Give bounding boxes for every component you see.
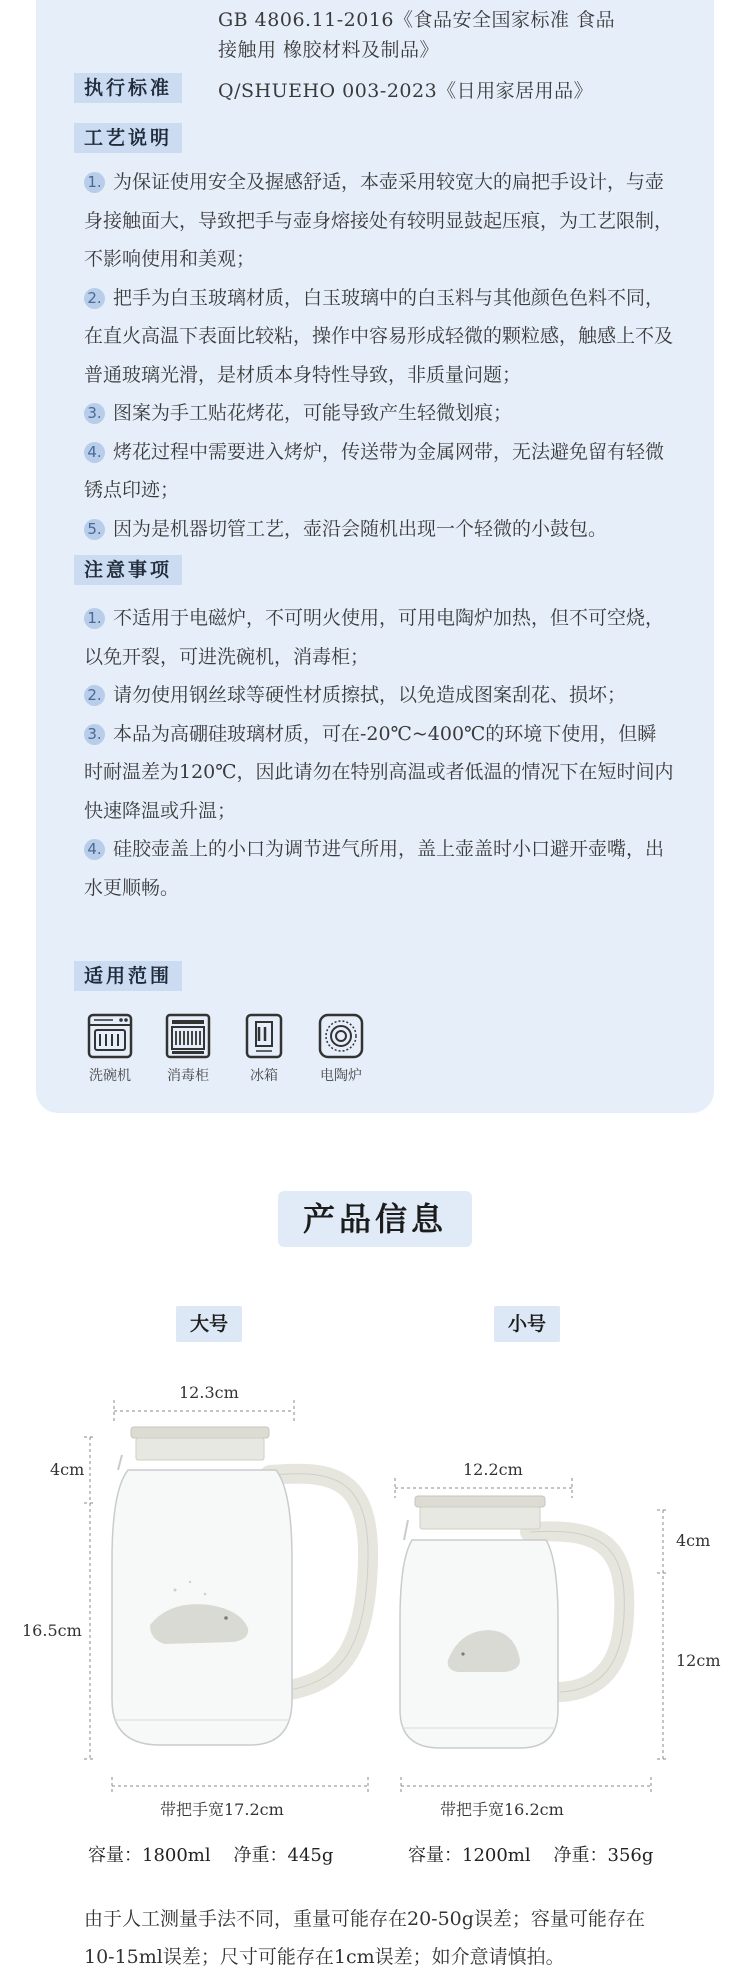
- scope-heading: 适用范围: [74, 961, 182, 991]
- small-capacity: 1200ml: [462, 1845, 531, 1866]
- craft-item-4: 4. 烤花过程中需要进入烤炉，传送带为金属网带，无法避免留有轻微锈点印迹；: [84, 440, 665, 501]
- standard-line-2: 接触用 橡胶材料及制品》: [218, 39, 440, 61]
- size-tag-large: 大号: [176, 1306, 242, 1342]
- large-weight-label: 净重：: [233, 1845, 288, 1866]
- notes-item-3: 3. 本品为高硼硅玻璃材质，可在-20℃~400℃的环境下使用，但瞬时耐温差为120℃，因此请勿在特别高温或者低温的情况下在短时间内快速降温或升温；: [84, 722, 674, 822]
- large-specs: [88, 1841, 333, 1867]
- large-capacity: 1800ml: [142, 1845, 211, 1866]
- size-tag-small: 小号: [494, 1306, 560, 1342]
- craft-item-2: 2. 把手为白玉玻璃材质，白玉玻璃中的白玉料与其他颜色色料不同，在直火高温下表面比较粘，操作中容易形成轻微的颗粒感，触感上不及普通玻璃光滑，是材质本身特性导致，非质量问题；: [84, 286, 674, 386]
- notes-item-1: 1. 不适用于电磁炉，不可明火使用，可用电陶炉加热，但不可空烧，以免开裂，可进洗碗机，消毒柜；: [84, 607, 665, 668]
- notes-item-4: 4. 硅胶壶盖上的小口为调节进气所用，盖上壶盖时小口避开壶嘴，出水更顺畅。: [84, 838, 665, 899]
- large-lid-width: 12.3cm: [179, 1383, 239, 1402]
- small-specs: [408, 1841, 653, 1867]
- small-lid-height: 4cm: [676, 1531, 711, 1550]
- large-lid-height: 4cm: [50, 1460, 85, 1479]
- notes-item-2: 2. 请勿使用钢丝球等硬性材质擦拭，以免造成图案刮花、损坏；: [84, 684, 626, 706]
- large-handle-width: 带把手宽17.2cm: [160, 1800, 284, 1819]
- small-weight-label: 净重：: [553, 1845, 608, 1866]
- scope-label-dishwasher: 洗碗机: [89, 1068, 131, 1084]
- measurement-disclaimer: 由于人工测量手法不同，重量可能存在20-50g误差；容量可能存在10-15ml误差；尺寸可能存在1cm误差；如介意请慎拍。: [84, 1908, 645, 1968]
- scope-label-ceramic-stove: 电陶炉: [320, 1068, 362, 1084]
- scope-label-sterilizer: 消毒柜: [167, 1068, 209, 1084]
- large-body-height: 16.5cm: [22, 1621, 82, 1640]
- large-capacity-label: 容量：: [88, 1845, 142, 1866]
- large-pitcher: [112, 1427, 368, 1745]
- craft-item-5: 5. 因为是机器切管工艺，壶沿会随机出现一个轻微的小鼓包。: [84, 518, 607, 540]
- large-weight: 445g: [287, 1845, 334, 1866]
- product-info-title: 产品信息: [278, 1191, 472, 1247]
- notes-heading: 注意事项: [74, 555, 182, 585]
- craft-item-1: 1. 为保证使用安全及握感舒适，本壶采用较宽大的扁把手设计，与壶身接触面大，导致把手与壶身熔接处有较明显鼓起压痕，为工艺限制，不影响使用和美观；: [84, 171, 674, 270]
- small-weight: 356g: [607, 1845, 654, 1866]
- exec-standard-value: Q/SHUEHO 003-2023《日用家居用品》: [218, 80, 594, 102]
- scope-label-fridge: 冰箱: [250, 1068, 278, 1084]
- small-pitcher: [400, 1496, 624, 1748]
- standard-line-1: GB 4806.11-2016《食品安全国家标准 食品: [218, 9, 616, 31]
- small-handle-width: 带把手宽16.2cm: [440, 1800, 564, 1819]
- small-body-height: 12cm: [676, 1651, 721, 1670]
- small-capacity-label: 容量：: [408, 1845, 462, 1866]
- craft-heading: 工艺说明: [74, 123, 182, 153]
- craft-item-3: 3. 图案为手工贴花烤花，可能导致产生轻微划痕；: [84, 402, 512, 424]
- small-lid-width: 12.2cm: [463, 1460, 523, 1479]
- exec-standard-label: 执行标准: [74, 73, 182, 103]
